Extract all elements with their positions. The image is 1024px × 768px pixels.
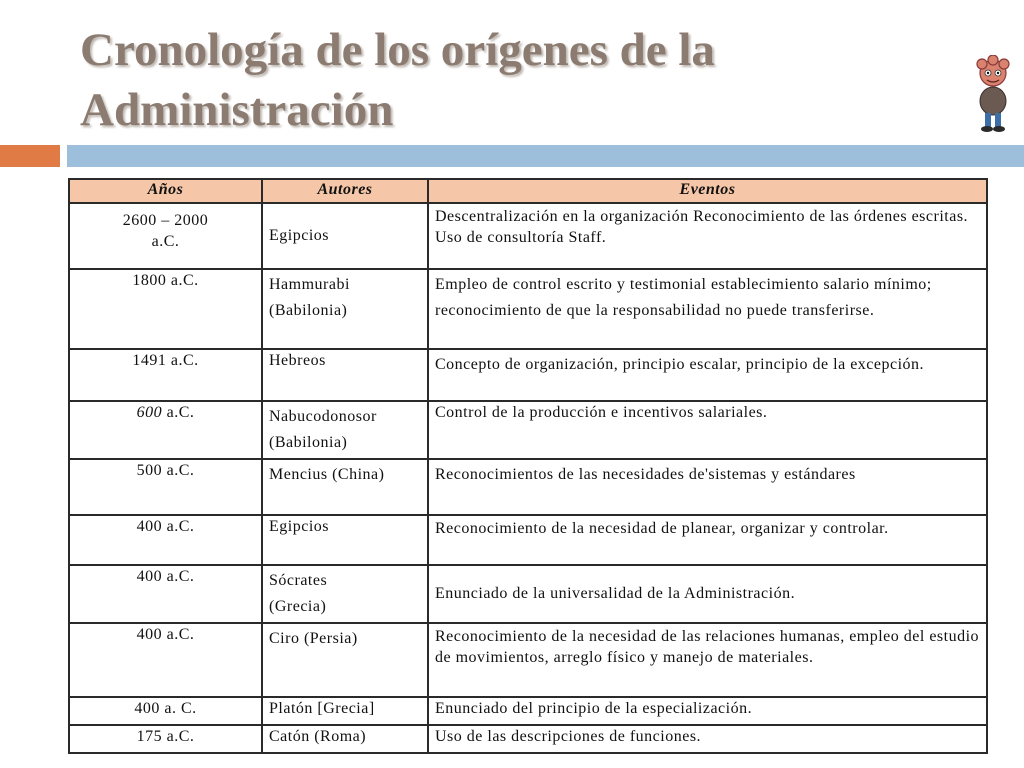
- row-year: 2600 – 2000 a.C.: [69, 203, 262, 269]
- row-author: Platón [Grecia]: [262, 697, 428, 725]
- table-row: [69, 697, 987, 725]
- slide-title: Cronología de los orígenes de la Administración: [80, 24, 715, 136]
- row-event: Empleo de control escrito y testimonial establecimiento salario mínimo; reconocimiento de que la responsabilidad no puede transferirse.: [428, 269, 987, 349]
- table-row: [69, 515, 987, 565]
- header-years: Años: [69, 179, 262, 203]
- row-author: Sócrates (Grecia): [262, 565, 428, 623]
- table-row: [69, 725, 987, 753]
- row-year-number: 600: [136, 404, 163, 421]
- table-row: [69, 203, 987, 269]
- row-event: Reconocimientos de las necesidades de'sistemas y estándares: [428, 459, 987, 515]
- table-row: [69, 349, 987, 401]
- row-author: Nabucodonosor (Babilonia): [262, 401, 428, 459]
- table-row: [69, 269, 987, 349]
- row-year: 400 a.C.: [69, 623, 262, 697]
- row-event: Reconocimiento de la necesidad de planear, organizar y controlar.: [428, 515, 987, 565]
- row-author: Hebreos: [262, 349, 428, 401]
- table-row: [69, 401, 987, 459]
- row-author: Hammurabi (Babilonia): [262, 269, 428, 349]
- row-author: Mencius (China): [262, 459, 428, 515]
- accent-bar-orange: [0, 145, 60, 167]
- row-year: 400 a.C.: [69, 515, 262, 565]
- cartoon-character-icon: [968, 55, 1018, 135]
- row-event: Reconocimiento de la necesidad de las relaciones humanas, empleo del estudio de movimientos, arreglo físico y manejo de materiales.: [428, 623, 987, 697]
- row-event: Enunciado de la universalidad de la Administración.: [428, 565, 987, 623]
- accent-bar-blue: [67, 145, 1024, 167]
- chronology-table: [68, 178, 988, 754]
- row-event: Control de la producción e incentivos salariales.: [428, 401, 987, 459]
- table-row: [69, 565, 987, 623]
- table-row: [69, 623, 987, 697]
- row-event: Uso de las descripciones de funciones.: [428, 725, 987, 753]
- row-event: Descentralización en la organización Reconocimiento de las órdenes escritas. Uso de consultoría Staff.: [428, 203, 987, 269]
- row-year: 400 a. C.: [69, 697, 262, 725]
- row-year: 500 a.C.: [69, 459, 262, 515]
- row-author: Ciro (Persia): [262, 623, 428, 697]
- row-year-suffix: a.C.: [162, 404, 195, 421]
- table-row: [69, 459, 987, 515]
- header-authors: Autores: [262, 179, 428, 203]
- row-year: 1491 a.C.: [69, 349, 262, 401]
- table-header-row: [69, 179, 987, 203]
- row-event: Concepto de organización, principio escalar, principio de la excepción.: [428, 349, 987, 401]
- row-year: 1800 a.C.: [69, 269, 262, 349]
- row-author: Catón (Roma): [262, 725, 428, 753]
- row-author: Egipcios: [262, 515, 428, 565]
- row-year: [69, 401, 262, 459]
- row-event: Enunciado del principio de la especialización.: [428, 697, 987, 725]
- header-events: Eventos: [428, 179, 987, 203]
- row-author: Egipcios: [262, 203, 428, 269]
- row-year: 175 a.C.: [69, 725, 262, 753]
- row-year: 400 a.C.: [69, 565, 262, 623]
